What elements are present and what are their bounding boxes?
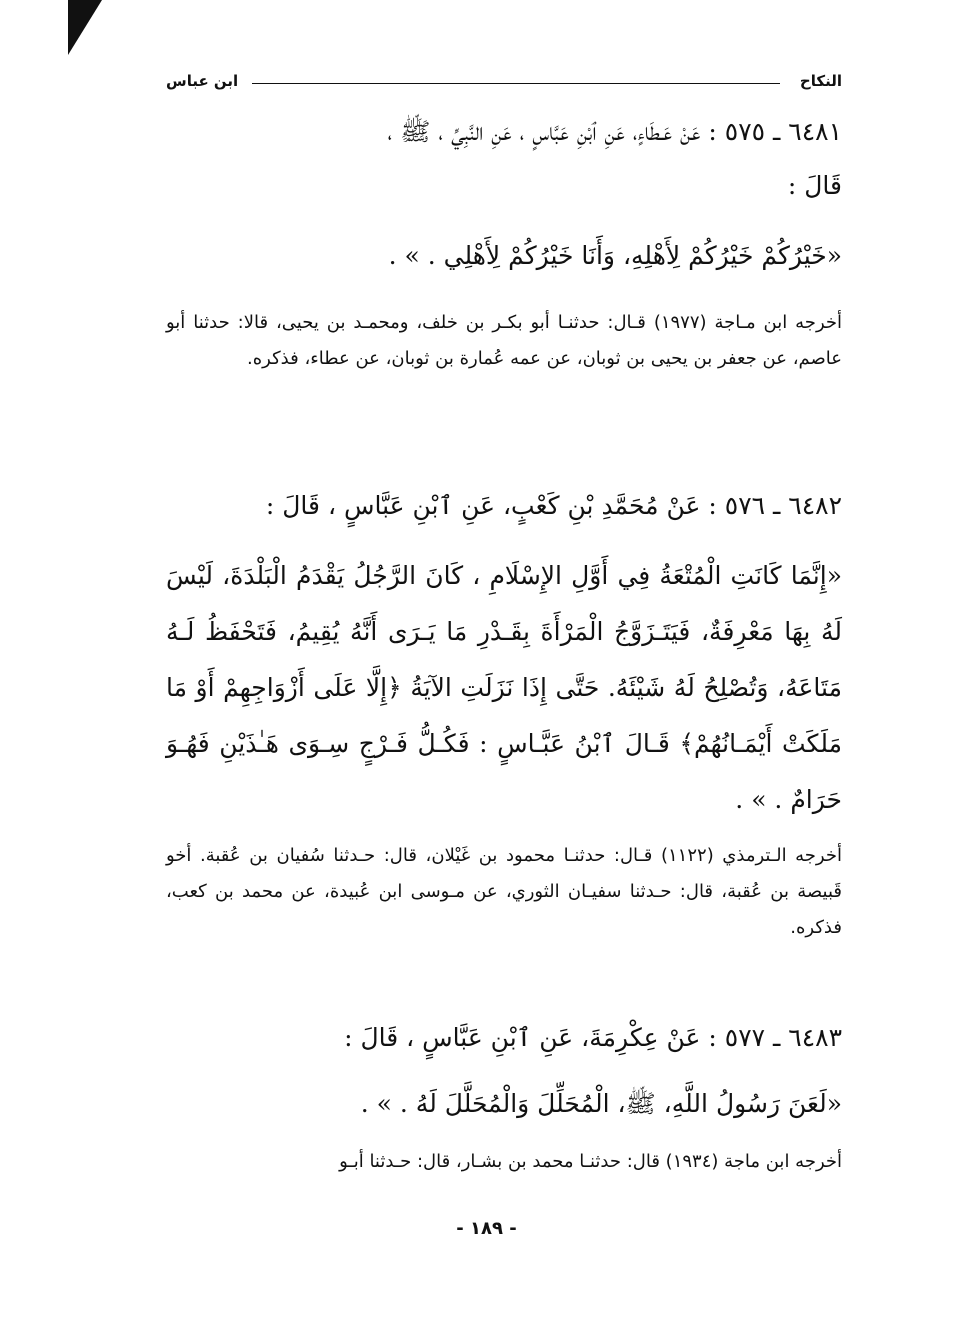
hadith-heading-continued: قَالَ : <box>787 171 842 200</box>
header-rule <box>252 83 780 84</box>
hadith-heading: ٦٤٨٣ ـ ٥٧٧ : عَنْ عِكْرِمَةَ، عَنِ ٱبْنِ عَبَّاسٍ ، قَالَ : <box>344 1023 842 1052</box>
hadith-text: «لَعَنَ رَسُولُ اللَّهِ، ﷺ، الْمُحَلِّلَ وَالْمُحَلَّلَ لَهُ . » . <box>360 1089 842 1118</box>
page-number: - ١٨٩ - <box>456 1218 517 1239</box>
takhrij-note: أخرجه ابن ماجة (١٩٣٤) قال: حدثنـا محمد بن بشـار، قال: حـدثنا أبـو <box>339 1151 842 1172</box>
hadith-heading: ٦٤٨٢ ـ ٥٧٦ : عَنْ مُحَمَّدِ بْنِ كَعْبٍ، عَنِ ٱبْنِ عَبَّاسٍ ، قَالَ : <box>265 491 842 520</box>
running-header <box>166 72 842 96</box>
takhrij-note: أخرجه الـترمذي (١١٢٢) قـال: حدثنـا محمود بن غَيْلان، قال: حـدثنا سُفيان بن عُقبة. أخو قَبيصة بن عُقبة، قال: حـدثنا سفيـان الثوري، عن مـوسى ابن عُبيدة، عن محمد بن كعب، فذكره. <box>166 845 842 938</box>
hadith-text: «إِنَّمَا كَانَتِ الْمُتْعَةُ فِي أَوَّلِ الإِسْلَامِ ، كَانَ الرَّجُلُ يَقْدَمُ الْبَلْدَةَ، لَيْسَ لَهُ بِهَا مَعْرِفَةٌ، فَيَتَـزَوَّجُ الْمَرْأَةَ بِقَـدْرِ مَا يَـرَى أَنَّهُ يُقِيمُ، فَتَحْفَظُ لَـهُ مَتَاعَهُ، وَتُصْلِحُ لَهُ شَيْئَهُ. حَتَّى إِذَا نَزَلَتِ الآيَةُ ﴿إِلَّا عَلَى أَزْوَاجِهِمْ أَوْ مَا مَلَكَتْ أَيْمَـانُهُمْ﴾ قَـالَ ٱبْنُ عَبَّـاسٍ : فَكُـلُّ فَـرْجٍ سِـوَى هَـٰذَيْنِ فَهُـوَ حَرَامٌ . » . <box>166 561 842 814</box>
chapter-title: النكاح <box>799 72 842 90</box>
hadith-heading: ٦٤٨١ ـ ٥٧٥ : عَنْ عَـطَاءٍ، عَنِ ٱبْنِ عَبَّاسٍ ، عَنِ النَّبِيِّ ، ﷺ ، <box>387 117 842 146</box>
hadith-text: «خَيْرُكُمْ خَيْرُكُمْ لِأَهْلِهِ، وَأَنَا خَيْرُكُمْ لِأَهْلِي . » . <box>388 241 842 270</box>
companion-name: ابن عباس <box>166 72 239 90</box>
page-corner-mark <box>68 0 102 55</box>
takhrij-note: أخرجه ابن مـاجة (١٩٧٧) قـال: حدثنـا أبو بكـر بن خلف، ومحمـد بن يحيى، قالا: حدثنا أبو عاصم، عن جعفر بن يحيى بن ثوبان، عن عمه عُمارة بن ثوبان، عن عطاء، فذكره. <box>166 312 842 369</box>
